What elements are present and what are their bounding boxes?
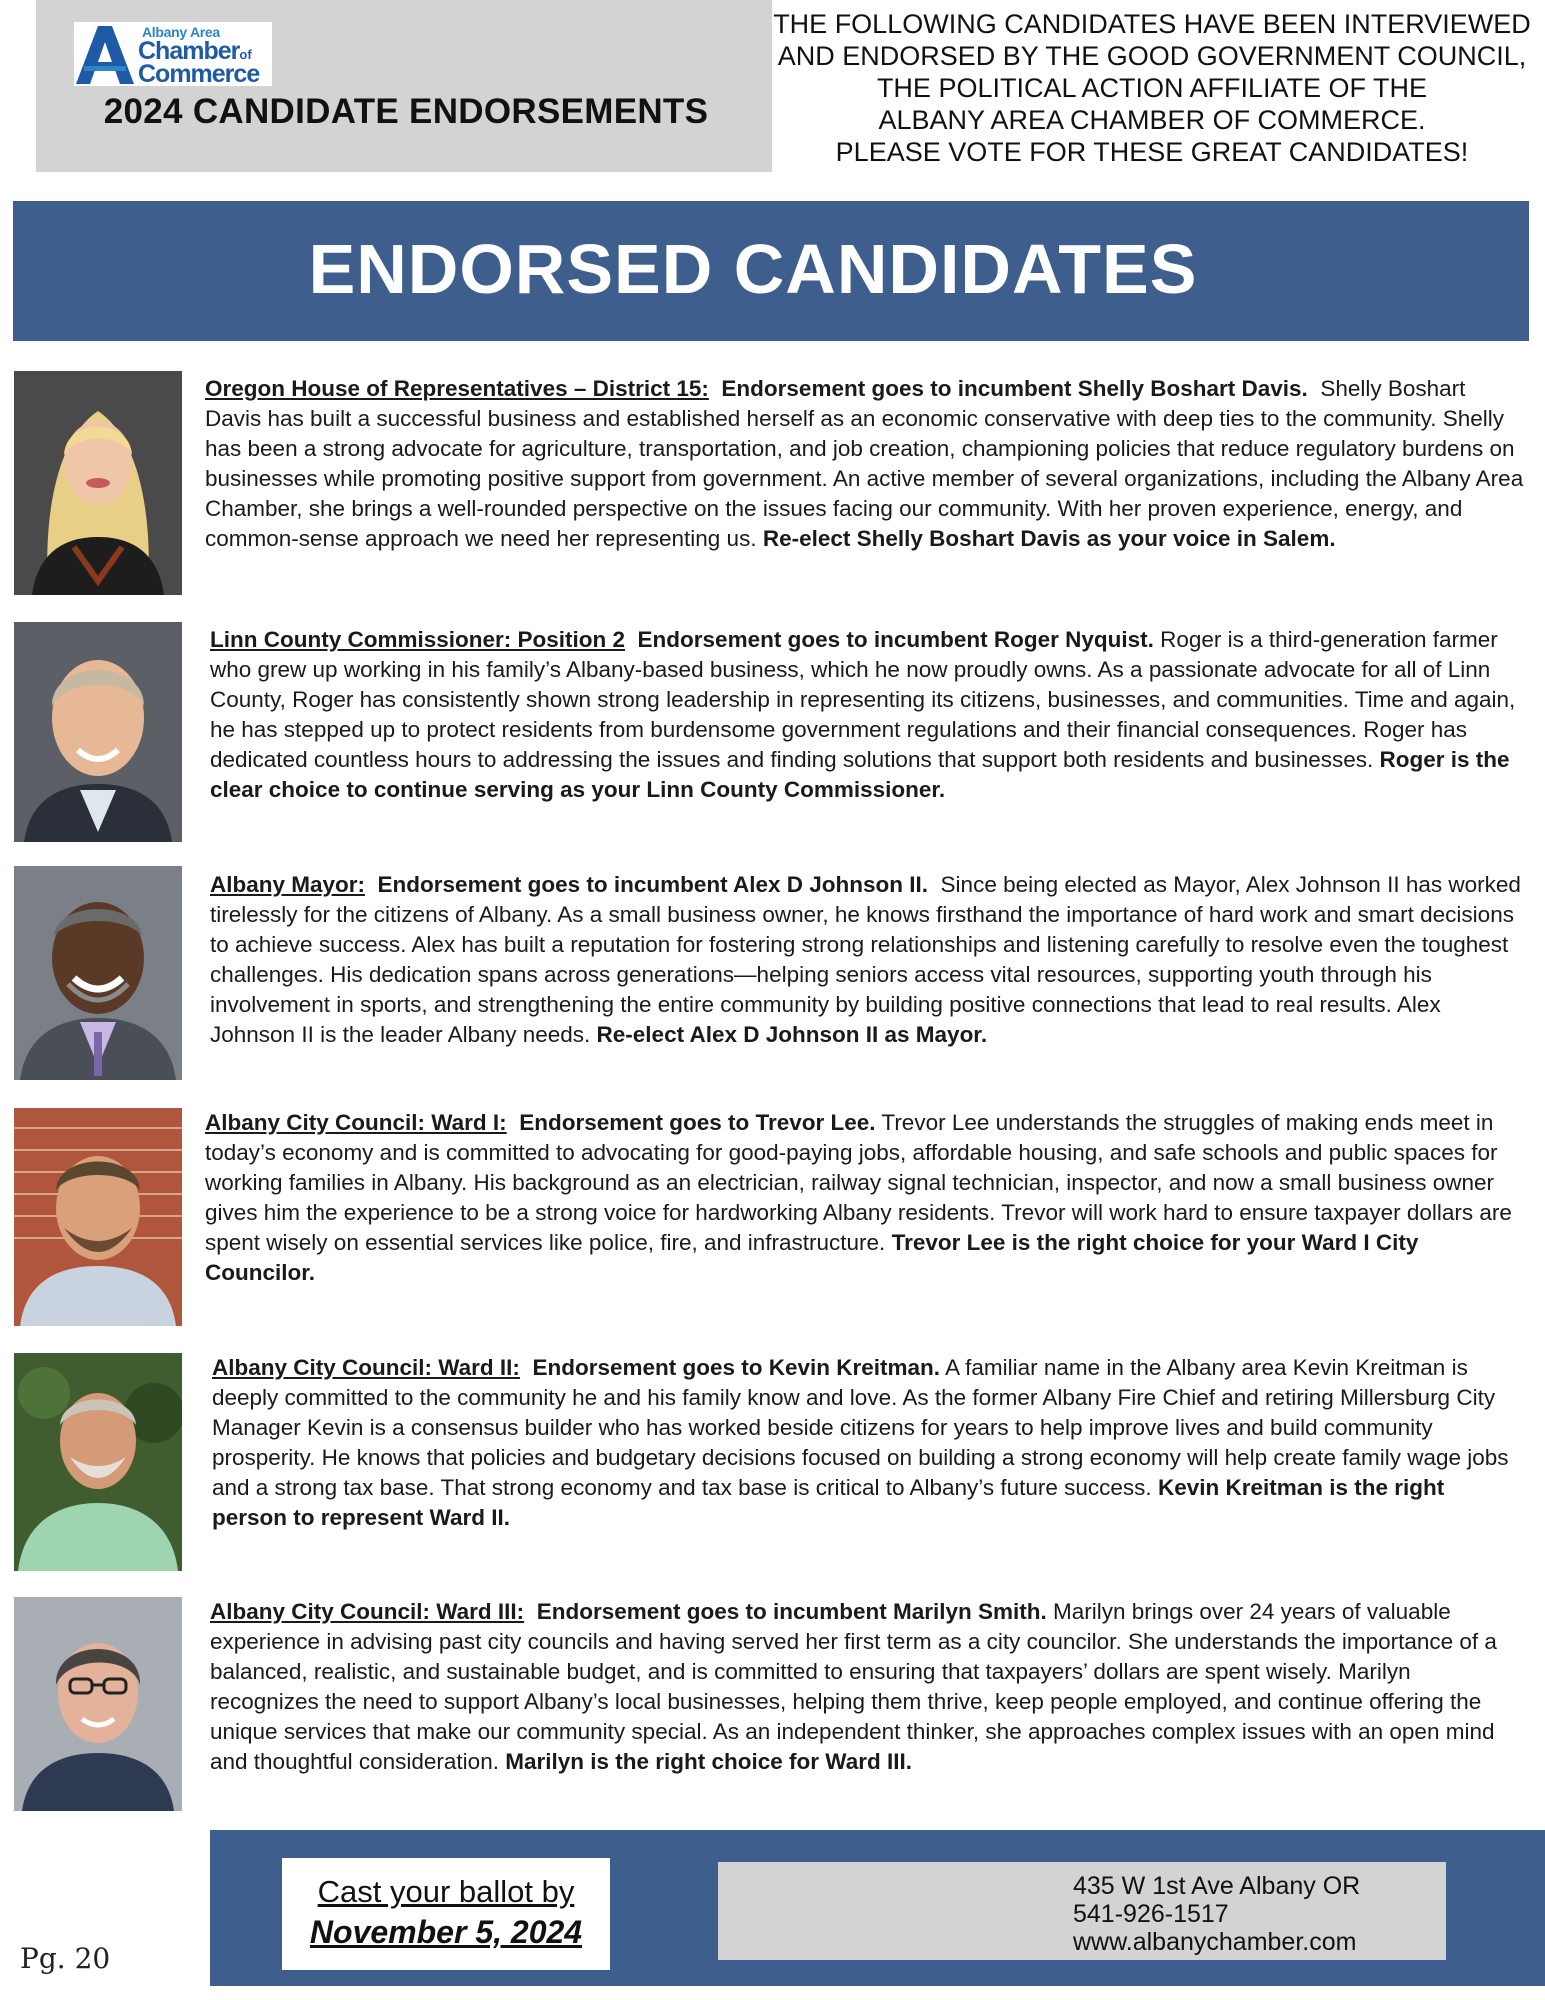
candidate-body: Roger is a third-generation farmer who grew up working in his family’s Albany-based business, which he now proudly owns. As a passionate advocate for all of Linn County, Roger has consistently shown strong leadership in representing its citizens, businesses, and communities. Time and again, he has stepped up to protect residents from burdensome government regulations and their financial consequences. Roger has dedicated countless hours to addressing the issues and finding solutions that support both residents and businesses. <box>210 627 1516 772</box>
candidate-endorsement: Endorsement goes to incumbent Marilyn Smith. <box>536 1599 1047 1624</box>
website-link[interactable]: www.albanychamber.com <box>1073 1928 1357 1956</box>
page-title: 2024 CANDIDATE ENDORSEMENTS <box>103 92 709 131</box>
ballot-reminder <box>282 1858 610 1970</box>
intro-line: PLEASE VOTE FOR THESE GREAT CANDIDATES! <box>835 137 1469 167</box>
candidate-photo <box>14 622 182 842</box>
candidate-photo <box>14 1108 182 1326</box>
candidate-closing: Re-elect Alex D Johnson II as Mayor. <box>596 1022 988 1047</box>
ballot-label: Cast your ballot by <box>317 1874 575 1909</box>
candidate-body: Trevor Lee understands the struggles of making ends meet in today’s economy and is committed to advocating for good-paying jobs, affordable housing, and safe schools and public spaces for working families in Albany. His background as an electrician, railway signal technician, inspector, and now a small business owner gives him the experience to be a strong voice for hardworking Albany residents. Trevor will work hard to ensure taxpayer dollars are spent wisely on essential services like police, fire, and infrastructure. <box>205 1110 1512 1255</box>
section-banner <box>13 201 1529 341</box>
candidate-office: Albany Mayor: <box>210 872 366 897</box>
candidate-text <box>205 374 1525 554</box>
candidate-closing: Re-elect Shelly Boshart Davis as your voice in Salem. <box>762 526 1336 551</box>
candidate-office: Oregon House of Representatives – District 15: <box>205 376 709 401</box>
page-number: Pg. 20 <box>20 1942 111 1975</box>
intro-line: THE FOLLOWING CANDIDATES HAVE BEEN INTERVIEWED <box>773 9 1531 39</box>
candidate-office: Albany City Council: Ward III: <box>210 1599 525 1624</box>
candidate-photo <box>14 866 182 1080</box>
candidate-closing: Kevin Kreitman is the right person to represent Ward II. <box>212 1475 1445 1530</box>
chamber-a-logo-icon <box>76 24 134 84</box>
ballot-date: November 5, 2024 <box>309 1914 583 1950</box>
candidate-office: Linn County Commissioner: Position 2 <box>210 627 626 652</box>
candidate-endorsement: Endorsement goes to incumbent Alex D Johnson II. <box>377 872 929 897</box>
candidate-endorsement: Endorsement goes to incumbent Roger Nyquist. <box>637 627 1154 652</box>
intro-statement <box>772 8 1532 168</box>
contact-box <box>718 1862 1446 1960</box>
intro-line: ALBANY AREA CHAMBER OF COMMERCE. <box>878 105 1426 135</box>
candidate-endorsement: Endorsement goes to Trevor Lee. <box>519 1110 876 1135</box>
candidate-endorsement: Endorsement goes to incumbent Shelly Boshart Davis. <box>721 376 1308 401</box>
candidate-body: Shelly Boshart Davis has built a successful business and established herself as an economic conservative with deep ties to the community. Shelly has been a strong advocate for agriculture, transportation, and job creation, championing policies that reduce regulatory burdens on businesses while promoting positive support from government. An active member of several organizations, including the Albany Area Chamber, she brings a well-rounded perspective on the issues facing our community. With her proven experience, energy, and common-sense approach we need her representing us. <box>205 376 1524 551</box>
candidate-text <box>210 870 1525 1050</box>
candidate-closing: Roger is the clear choice to continue serving as your Linn County Commissioner. <box>210 747 1510 802</box>
logo-small-text: Albany Area <box>142 24 220 40</box>
address: 435 W 1st Ave Albany OR <box>1073 1872 1361 1900</box>
candidate-photo <box>14 1353 182 1571</box>
header-box <box>36 0 772 172</box>
candidate-body: Marilyn brings over 24 years of valuable experience in advising past city councils and having served her first term as a city councilor. She understands the importance of a balanced, realistic, and sustainable budget, and is committed to ensuring that taxpayers’ dollars are spent wisely. Marilyn recognizes the need to support Albany’s local businesses, helping them thrive, keep people employed, and continue offering the unique services that make our community special. As an independent thinker, she approaches complex issues with an open mind and thoughtful consideration. <box>210 1599 1497 1774</box>
intro-line: THE POLITICAL ACTION AFFILIATE OF THE <box>876 73 1428 103</box>
candidate-text <box>205 1108 1525 1288</box>
candidate-body: A familiar name in the Albany area Kevin Kreitman is deeply committed to the community he and his family know and love. As the former Albany Fire Chief and retiring Millersburg City Manager Kevin is a consensus builder who has worked beside citizens for years to help improve lives and build community prosperity. He knows that policies and budgetary decisions focused on building a strong economy will help create family wage jobs and a strong tax base. That strong economy and tax base is critical to Albany’s future success. <box>212 1355 1509 1500</box>
candidate-body: Since being elected as Mayor, Alex Johnson II has worked tirelessly for the citizens of Albany. As a small business owner, he knows firsthand the importance of hard work and smart decisions to achieve success. Alex has built a reputation for fostering strong relationships and listening carefully to resolve even the toughest challenges. His dedication spans across generations—helping seniors access vital resources, supporting youth through his involvement in sports, and strengthening the entire community by building positive connections that lead to real results. Alex Johnson II is the leader Albany needs. <box>210 872 1521 1047</box>
candidate-text <box>212 1353 1525 1533</box>
intro-line: AND ENDORSED BY THE GOOD GOVERNMENT COUNCIL, <box>777 41 1527 71</box>
logo-line2: Commerce <box>138 60 260 88</box>
candidate-endorsement: Endorsement goes to Kevin Kreitman. <box>532 1355 941 1380</box>
banner-title: ENDORSED CANDIDATES <box>308 230 1198 308</box>
candidate-photo <box>14 1597 182 1811</box>
chamber-logo <box>74 22 272 86</box>
phone: 541-926-1517 <box>1073 1900 1229 1928</box>
candidate-closing: Trevor Lee is the right choice for your Ward I City Councilor. <box>205 1230 1419 1285</box>
candidate-photo <box>14 371 182 595</box>
candidate-office: Albany City Council: Ward II: <box>212 1355 520 1380</box>
logo-line1: Chamberof <box>138 37 252 65</box>
candidate-closing: Marilyn is the right choice for Ward III. <box>505 1749 912 1774</box>
candidate-text <box>210 1597 1525 1777</box>
candidate-text <box>210 625 1525 805</box>
logo-of: of <box>239 47 252 62</box>
candidate-office: Albany City Council: Ward I: <box>205 1110 507 1135</box>
